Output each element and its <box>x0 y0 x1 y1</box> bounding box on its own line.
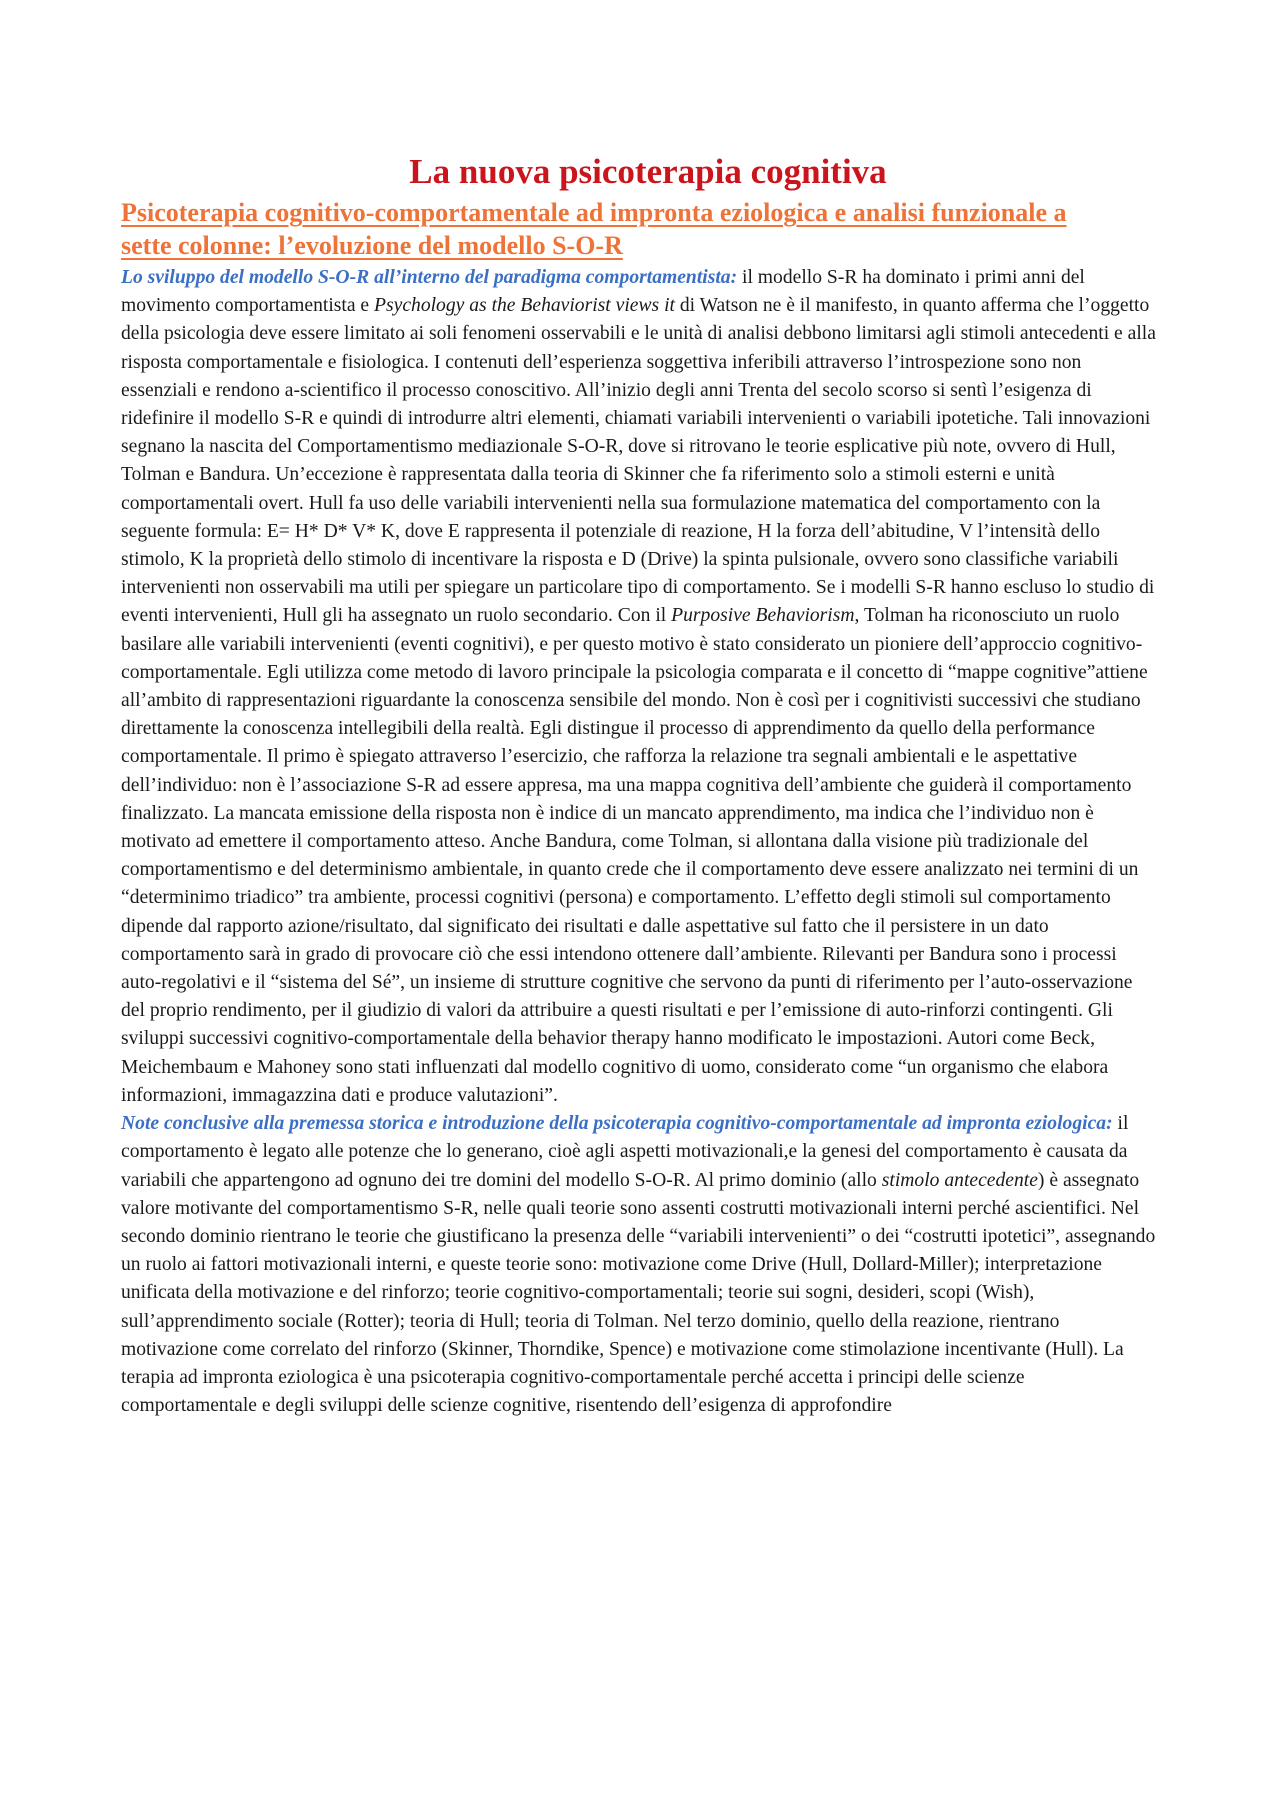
paragraph-lead-2: Note conclusive alla premessa storica e introduzione della psicoterapia cognitivo-comportamentale ad impronta eziologica: <box>121 1113 1113 1135</box>
body-paragraph-1 <box>121 264 1161 1110</box>
paragraph-text: ) è assegnato valore motivante del comportamentismo S-R, nelle quali teorie sono assenti costrutti motivazionali interni perché ascientifici. Nel secondo dominio rientrano le teorie che giustificano la presenza delle “variabili intervenienti” o dei “costrutti ipotetici”, assegnando un ruolo ai fattori motivazionali interni, e queste teorie sono: motivazione come Drive (Hull, Dollard-Miller); interpretazione unificata della motivazione e del rinforzo; teorie cognitivo-comportamentali; teorie sui sogni, desideri, scopi (Wish), sull’apprendimento sociale (Rotter); teoria di Hull; teoria di Tolman. Nel terzo dominio, quello della reazione, rientrano motivazione come correlato del rinforzo (Skinner, Thorndike, Spence) e motivazione come stimolazione incentivante (Hull). La terapia ad impronta eziologica è una psicoterapia cognitivo-comportamentale perché accetta i principi delle scienze comportamentale e degli sviluppi delle scienze cognitive, risentendo dell’esigenza di approfondire <box>121 1169 1156 1417</box>
paragraph-text: , Tolman ha riconosciuto un ruolo basilare alle variabili intervenienti (eventi cognitivi), e per questo motivo è stato considerato un pioniere dell’approccio cognitivo-comportamentale. Egli utilizza come metodo di lavoro principale la psicologia comparata e il concetto di “mappe cognitive”attiene all’ambito di rappresentazioni riguardante la conoscenza sensibile del mondo. Non è così per i cognitivisti successivi che studiano direttamente la conoscenza intellegibili della realtà. Egli distingue il processo di apprendimento da quello della performance comportamentale. Il primo è spiegato attraverso l’esercizio, che rafforza la relazione tra segnali ambientali e le aspettative dell’individuo: non è l’associazione S-R ad essere appresa, ma una mappa cognitiva dell’ambiente che guiderà il comportamento finalizzato. La mancata emissione della risposta non è indice di un mancato apprendimento, ma indica che l’individuo non è motivato ad emettere il comportamento atteso. Anche Bandura, come Tolman, si allontana dalla visione più tradizionale del comportamentismo e del determinismo ambientale, in quanto crede che il comportamento deve essere analizzato nei termini di un “determinimo triadico” tra ambiente, processi cognitivi (persona) e comportamento. L’effetto degli stimoli sul comportamento dipende dal rapporto azione/risultato, dal significato dei risultati e dalle aspettative sul fatto che il persistere in un dato comportamento sarà in grado di provocare ciò che essi intendono ottenere dall’ambiente. Rilevanti per Bandura sono i processi auto-regolativi e il “sistema del Sé”, un insieme di strutture cognitive che servono da punti di riferimento per l’auto-osservazione del proprio rendimento, per il giudizio di valori da attribuire a questi risultati e per l’emissione di auto-rinforzi contingenti. Gli sviluppi successivi cognitivo-comportamentale della behavior therapy hanno modificato le impostazioni. Autori come Beck, Meichembaum e Mahoney sono stati influenzati dal modello cognitivo di uomo, considerato come “un organismo che elabora informazioni, immagazzina dati e produce valutazioni”. <box>121 605 1148 1106</box>
paragraph-text: di Watson ne è il manifesto, in quanto afferma che l’oggetto della psicologia deve essere limitato ai soli fenomeni osservabili e le unità di analisi debbono limitarsi agli stimoli antecedenti e alla risposta comportamentale e fisiologica. I contenuti dell’esperienza soggettiva inferibili attraverso l’introspezione sono non essenziali e rendono a-scientifico il processo conoscitivo. All’inizio degli anni Trenta del secolo scorso si sentì l’esigenza di ridefinire il modello S-R e quindi di introdurre altri elementi, chiamati variabili intervenienti o variabili ipotetiche. Tali innovazioni segnano la nascita del Comportamentismo mediazionale S-O-R, dove si ritrovano le teorie esplicative più note, ovvero di Hull, Tolman e Bandura. Un’eccezione è rappresentata dalla teoria di Skinner che fa riferimento solo a stimoli esterni e unità comportamentali overt. Hull fa uso delle variabili intervenienti nella sua formulazione matematica del comportamento con la seguente formula: E= H* D* V* K, dove E rappresenta il potenziale di reazione, H la forza dell’abitudine, V l’intensità dello stimolo, K la proprietà dello stimolo di incentivare la risposta e D (Drive) la spinta pulsionale, ovvero sono classifiche variabili intervenienti non osservabili ma utili per spiegare un particolare tipo di comportamento. Se i modelli S-R hanno escluso lo studio di eventi intervenienti, Hull gli ha assegnato un ruolo secondario. Con il <box>121 295 1156 627</box>
body-paragraph-2 <box>121 1110 1161 1420</box>
document-page <box>121 150 1161 1420</box>
italic-title-watson: Psychology as the Behaviorist views it <box>374 295 675 317</box>
italic-title-tolman: Purposive Behaviorism <box>671 605 855 627</box>
section-heading: Psicoterapia cognitivo-comportamentale ad impronta eziologica e analisi funzionale a sette colonne: l’evoluzione del modello S-O-R <box>121 198 1067 260</box>
paragraph-text: il modello S-R ha dominato i primi anni del movimento comportamentista e <box>121 267 1085 317</box>
italic-term: stimolo antecedente <box>881 1169 1038 1191</box>
paragraph-lead-1: Lo sviluppo del modello S-O-R all’interno del paradigma comportamentista: <box>121 267 738 288</box>
page-title: La nuova psicoterapia cognitiva <box>409 152 887 191</box>
paragraph-text: il comportamento è legato alle potenze che lo generano, cioè agli aspetti motivazionali,e la genesi del comportamento è causata da variabili che appartengono ad ognuno dei tre domini del modello S-O-R. Al primo dominio (allo <box>121 1113 1129 1191</box>
